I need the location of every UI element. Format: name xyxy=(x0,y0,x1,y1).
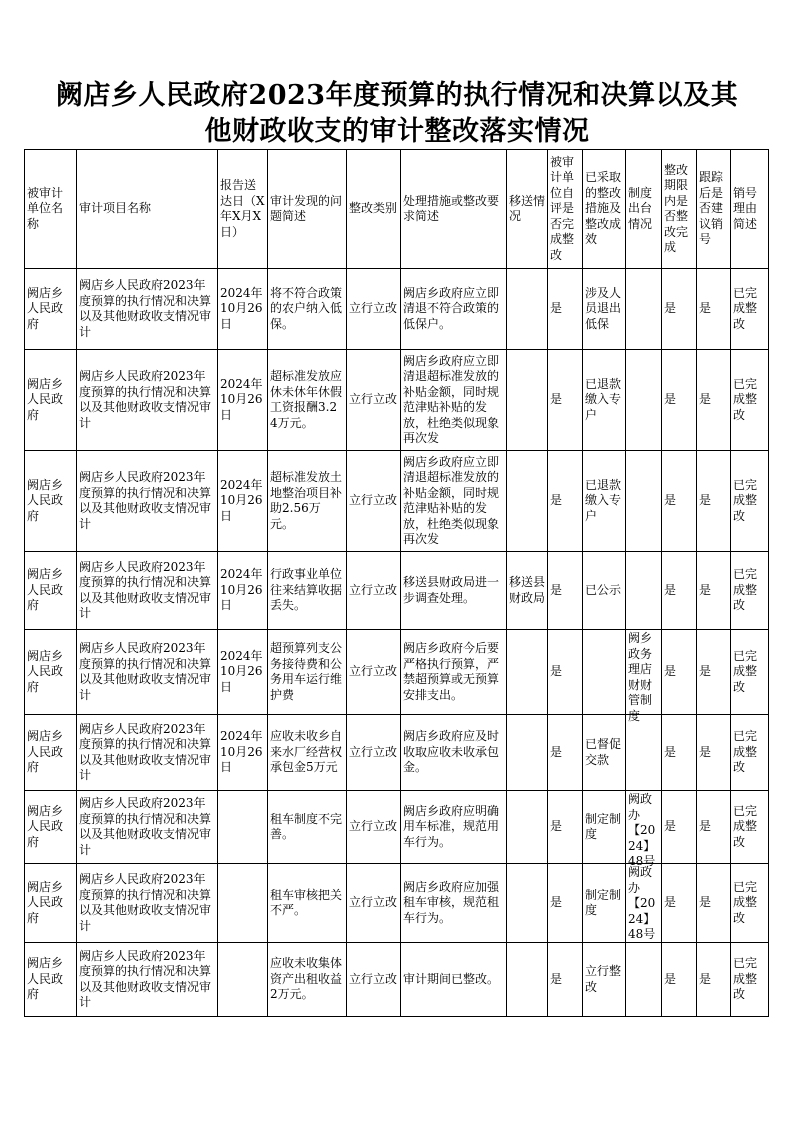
measure-cell-text: 阙店乡政府应立即清退超标准发放的补贴金额，同时规范津贴补贴的发放，杜绝类似现象再次发 xyxy=(403,454,500,546)
date-cell-text: 2024年10月26日 xyxy=(220,567,263,613)
reason-cell-text: 已完成整改 xyxy=(733,648,758,694)
close-cell-text: 是 xyxy=(699,664,712,679)
date-cell-text: 2024年10月26日 xyxy=(220,285,263,331)
self-eval-cell xyxy=(548,791,583,864)
actions-cell xyxy=(583,350,626,451)
transfer-cell xyxy=(507,552,548,630)
date-cell-text: 2024年10月26日 xyxy=(220,648,263,694)
close-cell-text: 是 xyxy=(699,392,712,407)
close-cell-text: 是 xyxy=(699,971,712,986)
done-cell xyxy=(662,630,697,715)
issue-cell xyxy=(268,630,347,715)
header-cell: 被审计单位名称 xyxy=(25,150,77,269)
unit-cell-text: 阙店乡人民政府 xyxy=(27,729,64,775)
policy-cell xyxy=(626,630,662,723)
unit-cell-text: 阙店乡人民政府 xyxy=(27,376,64,422)
reason-cell-text: 已完成整改 xyxy=(733,285,758,331)
unit-cell xyxy=(25,943,77,1017)
close-cell xyxy=(697,350,731,451)
measure-cell-text: 阙店乡政府应加强租车审核，规范租车行为。 xyxy=(403,879,500,925)
transfer-cell xyxy=(507,864,548,943)
policy-cell xyxy=(626,715,662,791)
done-cell xyxy=(662,791,697,864)
issue-cell xyxy=(268,552,347,630)
project-cell-text: 阙店乡人民政府2023年度预算的执行情况和决算以及其他财政收支情况审计 xyxy=(79,559,212,620)
table-row xyxy=(25,350,769,451)
reason-cell xyxy=(731,791,769,864)
self-eval-cell-text: 是 xyxy=(550,301,563,316)
measure-cell-text: 阙店乡政府应及时收取应收未收承包金。 xyxy=(403,729,500,775)
measure-cell xyxy=(401,943,507,1017)
close-cell xyxy=(697,791,731,864)
category-cell xyxy=(347,791,401,864)
done-cell-text: 是 xyxy=(664,819,677,834)
actions-cell-text: 已退款缴入专户 xyxy=(585,376,622,422)
reason-cell-text: 已完成整改 xyxy=(733,376,758,422)
category-cell-text: 立行立改 xyxy=(349,493,398,508)
reason-cell xyxy=(731,269,769,350)
unit-cell xyxy=(25,269,77,350)
table-row xyxy=(25,269,769,350)
category-cell-text: 立行立改 xyxy=(349,895,398,910)
actions-cell xyxy=(583,715,626,791)
header-cell: 审计发现的问题简述 xyxy=(268,150,347,269)
actions-cell xyxy=(583,451,626,552)
project-cell xyxy=(77,715,218,791)
reason-cell-text: 已完成整改 xyxy=(733,567,758,613)
measure-cell-text: 阙店乡政府今后要严格执行预算，严禁超预算或无预算安排支出。 xyxy=(403,641,500,702)
reason-cell-text: 已完成整改 xyxy=(733,729,758,775)
issue-cell-text: 超预算列支公务接待费和公务用车运行维护费 xyxy=(270,641,343,702)
header-cell: 已采取的整改措施及整改成效 xyxy=(583,150,626,269)
close-cell xyxy=(697,451,731,552)
close-cell xyxy=(697,269,731,350)
table-row xyxy=(25,791,769,864)
unit-cell xyxy=(25,552,77,630)
self-eval-cell xyxy=(548,943,583,1017)
done-cell-text: 是 xyxy=(664,392,677,407)
issue-cell-text: 将不符合政策的农户纳入低保。 xyxy=(270,285,343,331)
issue-cell xyxy=(268,451,347,552)
table-row xyxy=(25,630,769,715)
policy-cell xyxy=(626,943,662,1017)
reason-cell xyxy=(731,715,769,791)
policy-cell xyxy=(626,350,662,451)
transfer-cell xyxy=(507,630,548,715)
issue-cell xyxy=(268,715,347,791)
reason-cell xyxy=(731,630,769,715)
reason-cell-text: 已完成整改 xyxy=(733,803,758,849)
unit-cell-text: 阙店乡人民政府 xyxy=(27,567,64,613)
measure-cell xyxy=(401,864,507,943)
date-cell xyxy=(218,791,268,864)
self-eval-cell xyxy=(548,350,583,451)
project-cell-text: 阙店乡人民政府2023年度预算的执行情况和决算以及其他财政收支情况审计 xyxy=(79,470,212,531)
transfer-cell xyxy=(507,451,548,552)
table-row xyxy=(25,451,769,552)
date-cell xyxy=(218,451,268,552)
actions-cell-text: 立行整改 xyxy=(585,964,622,994)
unit-cell-text: 阙店乡人民政府 xyxy=(27,956,64,1002)
reason-cell-text: 已完成整改 xyxy=(733,477,758,523)
header-cell: 整改类别 xyxy=(347,150,401,269)
issue-cell-text: 超标准发放土地整治项目补助2.56万元。 xyxy=(270,470,343,531)
transfer-cell xyxy=(507,269,548,350)
actions-cell-text: 制定制度 xyxy=(585,887,622,917)
unit-cell xyxy=(25,715,77,791)
category-cell xyxy=(347,630,401,715)
date-cell-text: 2024年10月26日 xyxy=(220,477,263,523)
measure-cell-text: 移送县财政局进一步调查处理。 xyxy=(403,575,500,605)
unit-cell xyxy=(25,630,77,715)
header-cell: 审计项目名称 xyxy=(77,150,218,269)
table-row xyxy=(25,552,769,630)
actions-cell xyxy=(583,943,626,1017)
measure-cell xyxy=(401,269,507,350)
self-eval-cell xyxy=(548,715,583,791)
close-cell-text: 是 xyxy=(699,582,712,597)
measure-cell xyxy=(401,350,507,451)
actions-cell xyxy=(583,269,626,350)
actions-cell-text: 已公示 xyxy=(585,582,622,597)
unit-cell-text: 阙店乡人民政府 xyxy=(27,648,64,694)
header-cell: 跟踪后是否建议销号 xyxy=(697,150,731,269)
transfer-cell xyxy=(507,791,548,864)
reason-cell-text: 已完成整改 xyxy=(733,956,758,1002)
close-cell xyxy=(697,552,731,630)
issue-cell-text: 应收未收集体资产出租收益2万元。 xyxy=(270,956,343,1002)
project-cell xyxy=(77,791,218,864)
measure-cell-text: 阙店乡政府应明确用车标准，规范用车行为。 xyxy=(403,803,500,849)
issue-cell-text: 租车制度不完善。 xyxy=(270,811,343,841)
title-line-2: 他财政收支的审计整改落实情况 xyxy=(204,116,590,147)
close-cell-text: 是 xyxy=(699,301,712,316)
issue-cell xyxy=(268,350,347,451)
date-cell xyxy=(218,715,268,791)
self-eval-cell xyxy=(548,451,583,552)
audit-table xyxy=(24,149,769,1017)
category-cell xyxy=(347,350,401,451)
close-cell xyxy=(697,630,731,715)
measure-cell-text: 审计期间已整改。 xyxy=(403,971,500,986)
category-cell-text: 立行立改 xyxy=(349,582,398,597)
project-cell xyxy=(77,451,218,552)
category-cell-text: 立行立改 xyxy=(349,971,398,986)
measure-cell xyxy=(401,451,507,552)
measure-cell xyxy=(401,715,507,791)
unit-cell-text: 阙店乡人民政府 xyxy=(27,803,64,849)
self-eval-cell xyxy=(548,864,583,943)
transfer-cell-text: 移送县财政局 xyxy=(509,575,546,605)
table-row xyxy=(25,864,769,943)
actions-cell xyxy=(583,791,626,864)
measure-cell xyxy=(401,791,507,864)
issue-cell-text: 租车审核把关不严。 xyxy=(270,887,343,917)
self-eval-cell xyxy=(548,630,583,715)
unit-cell-text: 阙店乡人民政府 xyxy=(27,477,64,523)
self-eval-cell-text: 是 xyxy=(550,392,563,407)
policy-cell xyxy=(626,791,662,868)
category-cell xyxy=(347,552,401,630)
date-cell-text: 2024年10月26日 xyxy=(220,729,263,775)
close-cell xyxy=(697,864,731,943)
reason-cell-text: 已完成整改 xyxy=(733,879,758,925)
project-cell-text: 阙店乡人民政府2023年度预算的执行情况和决算以及其他财政收支情况审计 xyxy=(79,948,212,1009)
close-cell-text: 是 xyxy=(699,493,712,508)
done-cell-text: 是 xyxy=(664,664,677,679)
issue-cell xyxy=(268,943,347,1017)
done-cell-text: 是 xyxy=(664,971,677,986)
date-cell xyxy=(218,864,268,943)
category-cell-text: 立行立改 xyxy=(349,301,398,316)
self-eval-cell-text: 是 xyxy=(550,664,563,679)
actions-cell-text: 涉及人员退出低保 xyxy=(585,285,622,331)
actions-cell-text: 制定制度 xyxy=(585,811,622,841)
project-cell xyxy=(77,864,218,943)
header-cell: 处理措施或整改要求简述 xyxy=(401,150,507,269)
self-eval-cell-text: 是 xyxy=(550,971,563,986)
actions-cell xyxy=(583,630,626,715)
project-cell-text: 阙店乡人民政府2023年度预算的执行情况和决算以及其他财政收支情况审计 xyxy=(79,872,212,933)
header-cell: 报告送达日（X年X月X日） xyxy=(218,150,268,269)
project-cell-text: 阙店乡人民政府2023年度预算的执行情况和决算以及其他财政收支情况审计 xyxy=(79,721,212,782)
transfer-cell xyxy=(507,350,548,451)
header-cell: 制度出台情况 xyxy=(626,150,662,269)
reason-cell xyxy=(731,864,769,943)
done-cell xyxy=(662,864,697,943)
policy-cell xyxy=(626,451,662,552)
project-cell xyxy=(77,630,218,715)
measure-cell-text: 阙店乡政府应立即清退超标准发放的补贴金额，同时规范津贴补贴的发放，杜绝类似现象再次发 xyxy=(403,353,500,445)
close-cell-text: 是 xyxy=(699,895,712,910)
category-cell xyxy=(347,943,401,1017)
close-cell-text: 是 xyxy=(699,744,712,759)
self-eval-cell xyxy=(548,552,583,630)
close-cell xyxy=(697,943,731,1017)
reason-cell xyxy=(731,552,769,630)
date-cell-text: 2024年10月26日 xyxy=(220,376,263,422)
issue-cell-text: 应收未收乡自来水厂经营权承包金5万元 xyxy=(270,729,343,775)
unit-cell-text: 阙店乡人民政府 xyxy=(27,879,64,925)
reason-cell xyxy=(731,350,769,451)
table-row xyxy=(25,943,769,1017)
measure-cell-text: 阙店乡政府应立即清退不符合政策的低保户。 xyxy=(403,285,500,331)
title-line-1: 阙店乡人民政府2023年度预算的执行情况和决算以及其 xyxy=(55,80,739,111)
policy-cell-text: 阙政办【2024】48号 xyxy=(628,865,656,941)
actions-cell xyxy=(583,552,626,630)
date-cell xyxy=(218,269,268,350)
header-cell: 被审计单位自评是否完成整改 xyxy=(548,150,583,269)
done-cell-text: 是 xyxy=(664,493,677,508)
self-eval-cell-text: 是 xyxy=(550,819,563,834)
actions-cell-text: 已退款缴入专户 xyxy=(585,477,622,523)
self-eval-cell-text: 是 xyxy=(550,744,563,759)
category-cell xyxy=(347,451,401,552)
issue-cell xyxy=(268,864,347,943)
close-cell-text: 是 xyxy=(699,819,712,834)
done-cell xyxy=(662,715,697,791)
policy-cell-text: 阙乡政务理店财财管制度 xyxy=(628,631,653,723)
issue-cell-text: 行政事业单位往来结算收据丢失。 xyxy=(270,567,343,613)
project-cell-text: 阙店乡人民政府2023年度预算的执行情况和决算以及其他财政收支情况审计 xyxy=(79,796,212,857)
done-cell-text: 是 xyxy=(664,582,677,597)
issue-cell xyxy=(268,269,347,350)
project-cell xyxy=(77,552,218,630)
issue-cell-text: 超标准发放应休未休年休假工资报酬3.24万元。 xyxy=(270,369,343,430)
unit-cell xyxy=(25,350,77,451)
unit-cell xyxy=(25,864,77,943)
policy-cell xyxy=(626,269,662,350)
project-cell xyxy=(77,943,218,1017)
category-cell-text: 立行立改 xyxy=(349,392,398,407)
category-cell xyxy=(347,715,401,791)
done-cell-text: 是 xyxy=(664,895,677,910)
table-body xyxy=(25,269,769,1017)
done-cell-text: 是 xyxy=(664,301,677,316)
unit-cell-text: 阙店乡人民政府 xyxy=(27,285,64,331)
project-cell xyxy=(77,350,218,451)
done-cell xyxy=(662,451,697,552)
category-cell-text: 立行立改 xyxy=(349,819,398,834)
project-cell-text: 阙店乡人民政府2023年度预算的执行情况和决算以及其他财政收支情况审计 xyxy=(79,278,212,339)
project-cell-text: 阙店乡人民政府2023年度预算的执行情况和决算以及其他财政收支情况审计 xyxy=(79,369,212,430)
document-title xyxy=(20,78,774,150)
table-row xyxy=(25,715,769,791)
actions-cell xyxy=(583,864,626,943)
self-eval-cell-text: 是 xyxy=(550,895,563,910)
reason-cell xyxy=(731,943,769,1017)
reason-cell xyxy=(731,451,769,552)
actions-cell-text: 已督促交款 xyxy=(585,737,622,767)
close-cell xyxy=(697,715,731,791)
done-cell-text: 是 xyxy=(664,744,677,759)
transfer-cell xyxy=(507,943,548,1017)
transfer-cell xyxy=(507,715,548,791)
date-cell xyxy=(218,630,268,715)
project-cell xyxy=(77,269,218,350)
done-cell xyxy=(662,552,697,630)
header-cell: 整改期限内是否整改完成 xyxy=(662,150,697,269)
self-eval-cell-text: 是 xyxy=(550,582,563,597)
header-cell: 销号理由简述 xyxy=(731,150,769,269)
self-eval-cell xyxy=(548,269,583,350)
category-cell xyxy=(347,269,401,350)
measure-cell xyxy=(401,630,507,715)
project-cell-text: 阙店乡人民政府2023年度预算的执行情况和决算以及其他财政收支情况审计 xyxy=(79,641,212,702)
done-cell xyxy=(662,269,697,350)
unit-cell xyxy=(25,451,77,552)
policy-cell-text: 阙政办【2024】48号 xyxy=(628,792,656,868)
date-cell xyxy=(218,350,268,451)
issue-cell xyxy=(268,791,347,864)
date-cell xyxy=(218,552,268,630)
measure-cell xyxy=(401,552,507,630)
policy-cell xyxy=(626,864,662,943)
policy-cell xyxy=(626,552,662,630)
category-cell-text: 立行立改 xyxy=(349,664,398,679)
header-cell: 移送情况 xyxy=(507,150,548,269)
date-cell xyxy=(218,943,268,1017)
category-cell xyxy=(347,864,401,943)
done-cell xyxy=(662,943,697,1017)
self-eval-cell-text: 是 xyxy=(550,493,563,508)
header-row xyxy=(25,150,769,269)
category-cell-text: 立行立改 xyxy=(349,744,398,759)
unit-cell xyxy=(25,791,77,864)
done-cell xyxy=(662,350,697,451)
